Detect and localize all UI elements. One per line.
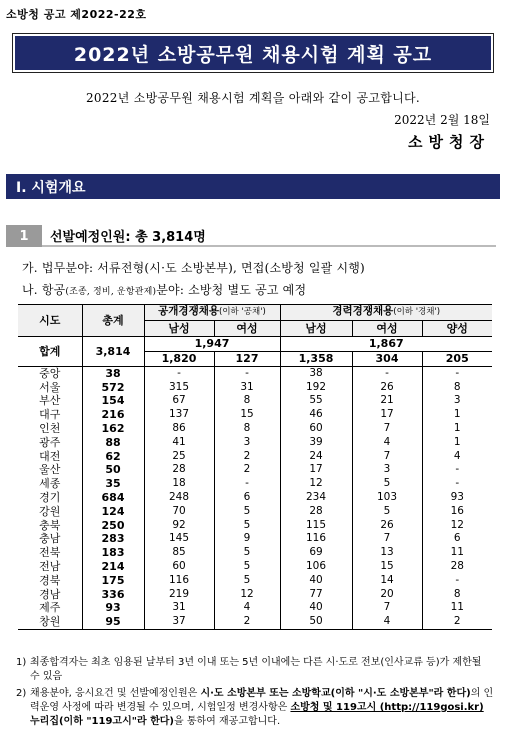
footnote-2 <box>16 687 494 729</box>
cell-sum: 684 <box>82 491 144 505</box>
table-row <box>18 491 492 505</box>
cell-open-male: 116 <box>144 574 214 588</box>
cell-career-both: 12 <box>422 518 492 532</box>
cell-sum: 93 <box>82 601 144 615</box>
section-heading: Ⅰ. 시험개요 <box>6 174 500 199</box>
table-row <box>18 408 492 422</box>
cell-career-female: - <box>352 367 422 381</box>
cell-career-female: 26 <box>352 518 422 532</box>
cell-region: 창원 <box>18 615 82 629</box>
cell-open-male: 92 <box>144 518 214 532</box>
cell-career-male: 115 <box>280 518 352 532</box>
cell-career-male: 12 <box>280 477 352 491</box>
cell-region: 충남 <box>39 532 61 546</box>
footnote-2-part-e: 누리집(이하 "119고시"라 한다) <box>30 716 174 727</box>
cell-open-female: 15 <box>214 408 280 422</box>
cell-career-both: 1 <box>422 422 492 436</box>
cell-career-female: 15 <box>352 560 422 574</box>
cell-region: 경북 <box>39 573 61 587</box>
header-open-group <box>144 305 280 321</box>
cell-career-male: 60 <box>280 422 352 436</box>
cell-region: 세종 <box>39 477 61 491</box>
cell-career-female: 7 <box>352 601 422 615</box>
total-open: 1,947 <box>144 337 280 352</box>
cell-career-female: 5 <box>352 477 422 491</box>
cell-open-male: 31 <box>144 601 214 615</box>
cell-career-both: 6 <box>422 532 492 546</box>
title-box <box>12 33 494 73</box>
cell-career-both: 11 <box>422 601 492 615</box>
cell-open-female: 4 <box>214 601 280 615</box>
cell-open-male: 85 <box>144 546 214 560</box>
cell-region: 대구 <box>39 408 61 422</box>
cell-open-female: 2 <box>214 449 280 463</box>
cell-open-male: 86 <box>144 422 214 436</box>
table-row <box>18 601 492 615</box>
header-open-label: 공개경쟁채용 <box>158 305 219 318</box>
item-law: 가. 법무분야: 서류전형(시·도 소방본부), 면접(소방청 일괄 시행) <box>22 261 365 275</box>
cell-sum: 162 <box>82 422 144 436</box>
header-career-group <box>280 305 492 321</box>
cell-open-male: 137 <box>144 408 214 422</box>
cell-region: 대전 <box>39 449 61 463</box>
cell-sum: 175 <box>82 574 144 588</box>
cell-career-male: 39 <box>280 436 352 450</box>
cell-open-female: 2 <box>214 463 280 477</box>
cell-region: 경남 <box>39 587 61 601</box>
cell-career-both: 4 <box>422 449 492 463</box>
cell-sum: 183 <box>82 546 144 560</box>
header-open-note: (이하 '공채') <box>219 307 266 318</box>
table-row <box>18 532 492 546</box>
cell-sum: 572 <box>82 381 144 395</box>
cell-region: 전남 <box>39 560 61 573</box>
cell-career-male: 116 <box>280 532 352 546</box>
item-aviation-detail: (조종, 정비, 운항관제) <box>65 287 157 297</box>
cell-open-female: 6 <box>214 491 280 505</box>
cell-career-male: 40 <box>280 601 352 615</box>
cell-sum: 38 <box>82 367 144 381</box>
cell-open-female: 5 <box>214 574 280 588</box>
cell-career-both: 1 <box>422 408 492 422</box>
cell-career-both: 3 <box>422 394 492 408</box>
cell-open-male: 248 <box>144 491 214 505</box>
total-label: 합계 <box>18 337 82 367</box>
subsection-heading <box>6 225 496 247</box>
notice-number: 소방청 공고 제2022-22호 <box>6 8 147 21</box>
cell-career-male: 46 <box>280 408 352 422</box>
cell-sum: 62 <box>82 449 144 463</box>
cell-career-female: 7 <box>352 532 422 546</box>
footnote-2-text <box>30 687 494 729</box>
cell-region: 제주 <box>39 601 61 615</box>
cell-sum: 250 <box>82 518 144 532</box>
table-row <box>18 560 492 574</box>
subsection-title: 선발예정인원: 총 3,814명 <box>42 225 496 247</box>
header-career-both: 양성 <box>422 321 492 337</box>
cell-open-male: 219 <box>144 587 214 601</box>
cell-open-female: 5 <box>214 505 280 519</box>
table-row <box>18 463 492 477</box>
page-title: 2022년 소방공무원 채용시험 계획 공고 <box>15 36 491 70</box>
total-open-female: 127 <box>214 352 280 367</box>
cell-open-female: 2 <box>214 615 280 629</box>
table-row <box>18 367 492 381</box>
cell-career-both: - <box>422 463 492 477</box>
cell-open-male: - <box>144 367 214 381</box>
cell-career-both: - <box>422 477 492 491</box>
cell-open-male: 67 <box>144 394 214 408</box>
cell-region: 부산 <box>39 394 61 408</box>
cell-career-female: 13 <box>352 546 422 560</box>
cell-career-female: 7 <box>352 422 422 436</box>
header-career-label: 경력경쟁채용 <box>332 305 394 318</box>
cell-career-both: 11 <box>422 546 492 560</box>
table-row <box>18 505 492 519</box>
cell-open-male: 18 <box>144 477 214 491</box>
footnote-2-part-b: 시·도 소방본부 또는 소방학교(이하 "시·도 소방본부"라 한다) <box>200 688 471 699</box>
cell-open-male: 315 <box>144 381 214 395</box>
cell-career-male: 106 <box>280 560 352 574</box>
table-row <box>18 615 492 629</box>
cell-open-female: - <box>214 477 280 491</box>
total-career-male: 1,358 <box>280 352 352 367</box>
cell-open-female: 3 <box>214 436 280 450</box>
cell-open-female: 12 <box>214 587 280 601</box>
cell-sum: 95 <box>82 615 144 629</box>
header-region: 시도 <box>18 305 82 337</box>
table-row <box>18 381 492 395</box>
cell-open-male: 41 <box>144 436 214 450</box>
lead-sentence: 2022년 소방공무원 채용시험 계획을 아래와 같이 공고합니다. <box>85 91 421 105</box>
table-row <box>18 546 492 560</box>
table-row <box>18 518 492 532</box>
table-row <box>18 574 492 588</box>
cell-open-male: 145 <box>144 532 214 546</box>
cell-open-female: - <box>214 367 280 381</box>
cell-open-male: 60 <box>144 560 214 574</box>
total-career-both: 205 <box>422 352 492 367</box>
cell-open-female: 5 <box>214 518 280 532</box>
footnote-1-text: 최종합격자는 최초 임용된 날부터 3년 이내 또는 5년 이내에는 다른 시·도로 전보(인사교류 등)가 제한될 수 있음 <box>30 657 482 682</box>
table-row <box>18 449 492 463</box>
recruitment-table <box>18 304 492 630</box>
cell-region: 경기 <box>39 491 61 505</box>
cell-career-male: 40 <box>280 574 352 588</box>
cell-sum: 214 <box>82 560 144 574</box>
cell-career-male: 77 <box>280 587 352 601</box>
cell-open-female: 8 <box>214 394 280 408</box>
header-career-female: 여성 <box>352 321 422 337</box>
cell-open-male: 25 <box>144 449 214 463</box>
cell-career-female: 4 <box>352 436 422 450</box>
table-row <box>18 436 492 450</box>
cell-open-female: 8 <box>214 422 280 436</box>
footnote-1 <box>16 656 494 684</box>
cell-region: 강원 <box>39 504 61 518</box>
cell-sum: 216 <box>82 408 144 422</box>
table-row <box>18 587 492 601</box>
cell-career-female: 20 <box>352 587 422 601</box>
cell-career-female: 26 <box>352 381 422 395</box>
cell-region: 충북 <box>39 518 61 532</box>
cell-open-female: 5 <box>214 560 280 574</box>
cell-open-male: 28 <box>144 463 214 477</box>
item-aviation-prefix: 나. 항공 <box>22 283 66 297</box>
cell-career-male: 69 <box>280 546 352 560</box>
table-row <box>18 422 492 436</box>
cell-sum: 35 <box>82 477 144 491</box>
footnote-2-part-a: 채용분야, 응시요건 및 선발예정인원은 <box>30 688 201 699</box>
header-career-note: (이하 '경채') <box>393 307 441 318</box>
table-row <box>18 477 492 491</box>
notice-date: 2022년 2월 18일 <box>394 113 490 127</box>
cell-career-both: 8 <box>422 587 492 601</box>
cell-career-both: - <box>422 574 492 588</box>
cell-open-male: 70 <box>144 505 214 519</box>
cell-sum: 88 <box>82 436 144 450</box>
header-open-male: 남성 <box>144 321 214 337</box>
cell-career-male: 55 <box>280 394 352 408</box>
footnote-2-link[interactable]: 소방청 및 119고시 (http://119gosi.kr) <box>290 702 484 713</box>
item-aviation-suffix: 분야: 소방청 별도 공고 예정 <box>156 283 307 297</box>
cell-career-male: 24 <box>280 449 352 463</box>
cell-open-female: 31 <box>214 381 280 395</box>
cell-career-both: 2 <box>422 615 492 629</box>
cell-career-female: 17 <box>352 408 422 422</box>
item-aviation <box>22 281 306 298</box>
total-career-female: 304 <box>352 352 422 367</box>
header-career-male: 남성 <box>280 321 352 337</box>
cell-career-both: 8 <box>422 381 492 395</box>
cell-career-both: - <box>422 367 492 381</box>
header-open-female: 여성 <box>214 321 280 337</box>
cell-career-male: 192 <box>280 381 352 395</box>
cell-career-male: 28 <box>280 505 352 519</box>
cell-sum: 124 <box>82 505 144 519</box>
footnote-2-part-c: 의 인력운영 사정에 따라 변경될 수 있으며, 시험일정 변경사항은 <box>30 688 494 713</box>
total-open-male: 1,820 <box>144 352 214 367</box>
footnotes <box>16 656 494 732</box>
total-sum: 3,814 <box>82 337 144 367</box>
cell-sum: 283 <box>82 532 144 546</box>
cell-career-female: 14 <box>352 574 422 588</box>
cell-career-male: 17 <box>280 463 352 477</box>
cell-region: 인천 <box>39 422 61 436</box>
cell-career-male: 50 <box>280 615 352 629</box>
cell-career-both: 28 <box>422 560 492 574</box>
cell-career-female: 21 <box>352 394 422 408</box>
subsection-number: 1 <box>6 225 42 247</box>
cell-region: 전북 <box>39 546 61 560</box>
cell-region: 울산 <box>39 463 61 477</box>
cell-career-female: 3 <box>352 463 422 477</box>
cell-open-male: 37 <box>144 615 214 629</box>
cell-sum: 336 <box>82 587 144 601</box>
footnote-2-number: 2) <box>16 688 27 699</box>
cell-career-female: 103 <box>352 491 422 505</box>
cell-career-female: 5 <box>352 505 422 519</box>
header-total: 총계 <box>82 305 144 337</box>
cell-sum: 50 <box>82 463 144 477</box>
cell-career-female: 4 <box>352 615 422 629</box>
total-career: 1,867 <box>280 337 492 352</box>
footnote-2-part-f: 을 통하여 재공고합니다. <box>174 716 281 727</box>
cell-region: 서울 <box>39 380 61 394</box>
cell-region: 중앙 <box>39 367 61 380</box>
cell-career-both: 93 <box>422 491 492 505</box>
issuer-signature: 소방청장 <box>408 133 490 151</box>
cell-open-female: 9 <box>214 532 280 546</box>
cell-region: 광주 <box>39 435 61 449</box>
table-row <box>18 394 492 408</box>
cell-sum: 154 <box>82 394 144 408</box>
cell-career-female: 7 <box>352 449 422 463</box>
cell-career-male: 234 <box>280 491 352 505</box>
footnote-1-number: 1) <box>16 657 27 668</box>
cell-career-male: 38 <box>280 367 352 381</box>
cell-open-female: 5 <box>214 546 280 560</box>
cell-career-both: 16 <box>422 505 492 519</box>
cell-career-both: 1 <box>422 436 492 450</box>
